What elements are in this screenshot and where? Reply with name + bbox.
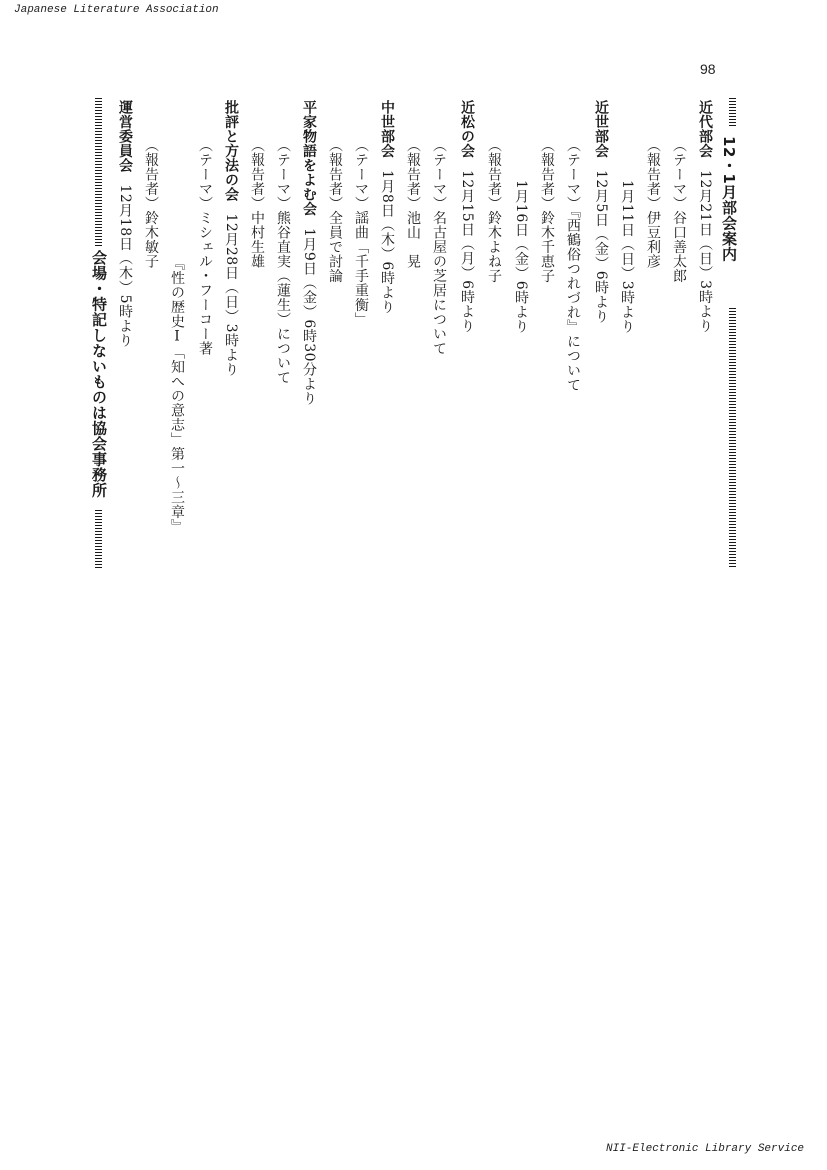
kinsei-name: 近世部会 — [593, 100, 609, 158]
kinsei-date-c: 1月16日（金）6時より — [513, 180, 529, 334]
kinsei-date-b: 12月5日（金）6時より — [593, 170, 609, 324]
chusei-theme: （テーマ）謡曲「千手重衡」 — [353, 138, 369, 327]
chusei-date: 1月8日（木）6時より — [379, 170, 395, 315]
venue-note: 会場・特記しないものは協会事務所 — [90, 250, 108, 498]
chusei-reporter: （報告者）全員で討論 — [327, 138, 343, 283]
heike-reporter: （報告者）中村生雄 — [249, 138, 265, 269]
dotted-rule-bottom-lower — [95, 510, 102, 568]
chikamatsu-name: 近松の会 — [459, 100, 475, 158]
hihyo-name: 批評と方法の会 — [223, 100, 239, 202]
unei-date: 12月18日（木）5時より — [117, 184, 133, 348]
kinsei-theme: （テーマ）『西鶴俗つれづれ』について — [565, 138, 581, 392]
dotted-rule-top-lower — [729, 308, 736, 568]
hihyo-theme: （テーマ）ミシェル・フーコー著 — [197, 138, 213, 356]
chikamatsu-reporter: （報告者）池山 晃 — [405, 138, 421, 269]
heike-name: 平家物語をよむ会 — [301, 100, 317, 216]
heike-date: 1月9日（金）6時30分より — [301, 228, 317, 406]
dotted-rule-bottom-upper — [95, 98, 102, 246]
footer-label: NII-Electronic Library Service — [606, 1143, 805, 1155]
chikamatsu-date: 12月15日（月）6時より — [459, 170, 475, 334]
section-title: 12・1月部会案内 — [720, 136, 738, 262]
kinsei-reporter2: （報告者）鈴木よね子 — [486, 138, 502, 283]
kinsei-date-a: 1月11日（日）3時より — [619, 180, 635, 334]
chikamatsu-line — [456, 100, 478, 333]
heike-theme: （テーマ）熊谷直実（蓮生）について — [275, 138, 291, 385]
header-label: Japanese Literature Association — [14, 4, 219, 16]
kindai-theme: （テーマ）谷口善太郎 — [671, 138, 687, 283]
unei-name: 運営委員会 — [117, 100, 133, 173]
heike-line — [298, 100, 320, 406]
dotted-rule-top-upper — [729, 98, 736, 128]
kindai-date: 12月21日（日）3時より — [697, 170, 713, 334]
hihyo-date: 12月28日（日）3時より — [223, 213, 239, 377]
hihyo-book: 『性の歴史Ⅰ「知への意志」第一～三章』 — [169, 256, 185, 534]
hihyo-line — [220, 100, 242, 377]
kindai-name: 近代部会 — [697, 100, 713, 158]
hihyo-reporter: （報告者）鈴木敏子 — [143, 138, 159, 269]
page-number: 98 — [700, 61, 716, 77]
chusei-name: 中世部会 — [379, 100, 395, 158]
kindai-line — [694, 100, 716, 333]
kinsei-line — [590, 100, 612, 324]
chikamatsu-theme: （テーマ）名古屋の芝居について — [431, 138, 447, 356]
kindai-reporter: （報告者）伊豆利彦 — [645, 138, 661, 269]
unei-line — [114, 100, 136, 348]
kinsei-reporter: （報告者）鈴木千恵子 — [539, 138, 555, 283]
chusei-line — [376, 100, 398, 314]
